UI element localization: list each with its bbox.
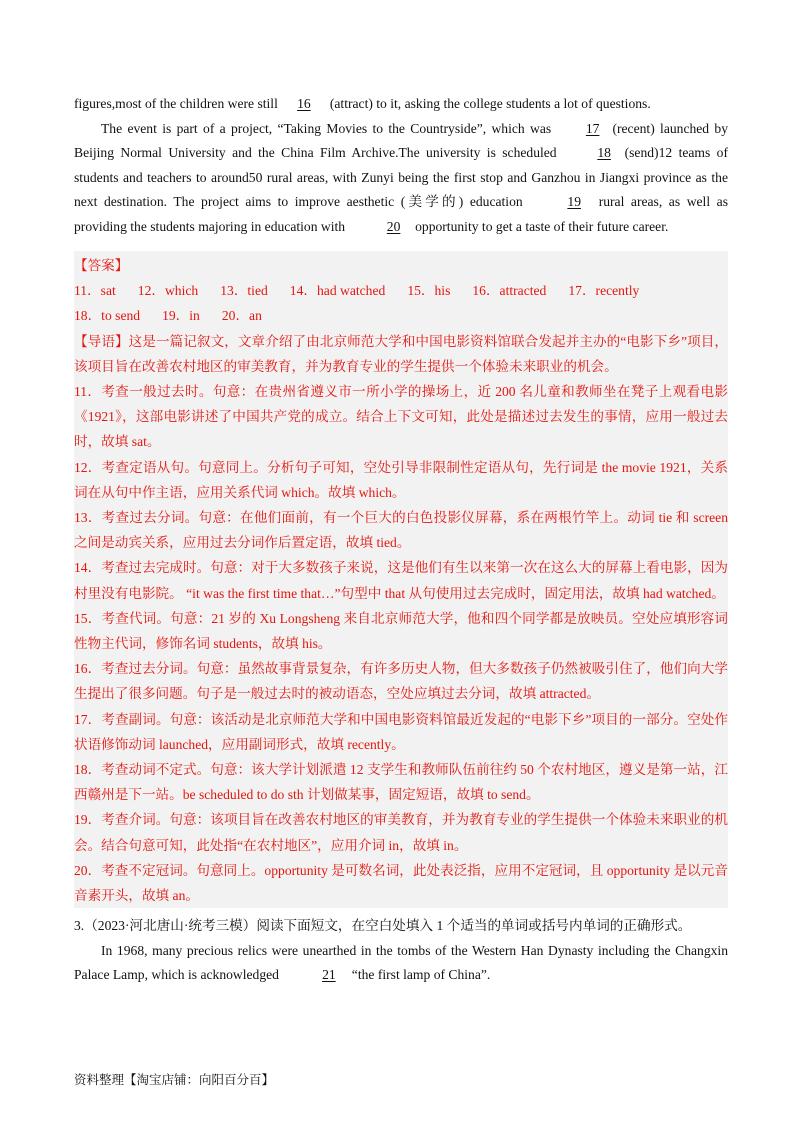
question-3-heading: 3.（2023·河北唐山·统考三模）阅读下面短文，在空白处填入 1 个适当的单词或括号内单词的正确形式。 [74, 918, 692, 934]
answer-item: 16．attracted [472, 283, 547, 299]
passage-text: (recent) launched by Beijing Normal University and the China Film Archive.The university is scheduled [74, 120, 729, 160]
answer-item: 20．an [221, 308, 262, 324]
explanation-17: 17．考查副词。句意：该活动是北京师范大学和中国电影资料馆最近发起的“电影下乡”项目的一部分。空处作状语修饰动词 launched，应用副词形式，故填 recently。 [74, 711, 728, 752]
blank-17: 17 [585, 120, 600, 136]
passage-text: figures,most of the children were still [74, 96, 278, 111]
passage-text: In 1968, many precious relics were unearthed in the tombs of the Western Han Dynasty including the Changxin Palace Lamp, which is acknowledged [74, 942, 728, 983]
explanation-19: 19．考查介词。句意：该项目旨在改善农村地区的审美教育，并为教育专业的学生提供一个体验未来职业的机会。结合句意可知，此处指“在农村地区”，应用介词 in，故填 in。 [74, 812, 728, 853]
answer-item: 11．sat [74, 283, 116, 299]
explanation-16: 16．考查过去分词。句意：虽然故事背景复杂，有许多历史人物，但大多数孩子仍然被吸引住了，他们向大学生提出了很多问题。句子是一般过去时的被动语态，空处应填过去分词，故填 attracted。 [74, 661, 728, 702]
answer-item: 18．to send [74, 308, 141, 324]
answer-item: 14．had watched [289, 283, 386, 299]
passage-text: “the first lamp of China”. [351, 967, 491, 983]
explanation-13: 13．考查过去分词。句意：在他们面前，有一个巨大的白色投影仪屏幕，系在两根竹竿上。动词 tie 和 screen 之间是动宾关系，应用过去分词作后置定语，故填 tied。 [74, 510, 728, 551]
answer-header: 【答案】 [74, 258, 129, 273]
answer-item: 19．in [162, 308, 200, 324]
blank-18: 18 [597, 145, 611, 160]
answer-row-1 [74, 278, 728, 303]
explanation-11: 11．考查一般过去时。句意：在贵州省遵义市一所小学的操场上，近 200 名儿童和教师坐在凳子上观看电影《1921》，这部电影讲述了中国共产党的成立。结合上下文可知，此处是描述过去发生的事情，应用一般过去时，故填 sat。 [74, 384, 728, 450]
answer-row-2 [74, 303, 728, 328]
explanation-12: 12．考查定语从句。句意同上。分析句子可知，空处引导非限制性定语从句，先行词是 the movie 1921，关系词在从句中作主语，应用关系代词 which。故填 which。 [74, 459, 728, 500]
answer-item: 17．recently [568, 283, 640, 299]
passage-text: rural areas, as well as providing the students majoring in education with [74, 194, 728, 234]
answer-item: 12．which [137, 283, 199, 299]
blank-19: 19 [567, 194, 581, 209]
passage-text: (send)12 teams of students and teachers to around50 rural areas, with Zunyi being the first stop and Ganzhou in Jiangxi province as the next destination. The project aims to improve aesthetic (美学的) education [74, 145, 728, 209]
passage-text: (attract) to it, asking the college students a lot of questions. [329, 96, 651, 111]
explanation-18: 18．考查动词不定式。句意：该大学计划派遣 12 支学生和教师队伍前往约 50 个农村地区，遵义是第一站，江西赣州是下一站。be scheduled to do sth 计划做某事，固定短语，故填 to send。 [74, 762, 728, 803]
footer-note: 资料整理【淘宝店铺：向阳百分百】 [74, 1072, 275, 1087]
explanation-20: 20．考查不定冠词。句意同上。opportunity 是可数名词，此处表泛指，应用不定冠词，且 opportunity 是以元音音素开头，故填 an。 [74, 862, 728, 904]
passage-text: The event is part of a project, “Taking Movies to the Countryside”, which was [101, 120, 552, 136]
guide-text: 【导语】这是一篇记叙文，文章介绍了由北京师范大学和中国电影资料馆联合发起并主办的“电影下乡”项目，该项目旨在改善农村地区的审美教育，并为教育专业的学生提供一个体验未来职业的机会。 [74, 333, 728, 374]
answer-section [74, 251, 728, 908]
answer-item: 15．his [407, 283, 451, 299]
passage-line-1 [74, 92, 728, 117]
explanation-14: 14．考查过去完成时。句意：对于大多数孩子来说，这是他们有生以来第一次在这么大的屏幕上看电影，因为村里没有电影院。 “it was the first time that…”句型中 that 从句使用过去完成时，固定用法，故填 had watched。 [74, 560, 728, 601]
blank-20: 20 [386, 218, 401, 234]
document-page [74, 92, 728, 988]
blank-16: 16 [297, 96, 311, 111]
explanation-15: 15．考查代词。句意：21 岁的 Xu Longsheng 来自北京师范大学，他和四个同学都是放映员。空处应填形容词性物主代词，修饰名词 students，故填 his。 [74, 610, 728, 652]
answer-item: 13．tied [220, 283, 268, 299]
passage-text: opportunity to get a taste of their future career. [415, 218, 669, 234]
question-3-passage [74, 939, 728, 988]
passage-paragraph-2 [74, 117, 728, 240]
blank-21: 21 [322, 967, 336, 983]
